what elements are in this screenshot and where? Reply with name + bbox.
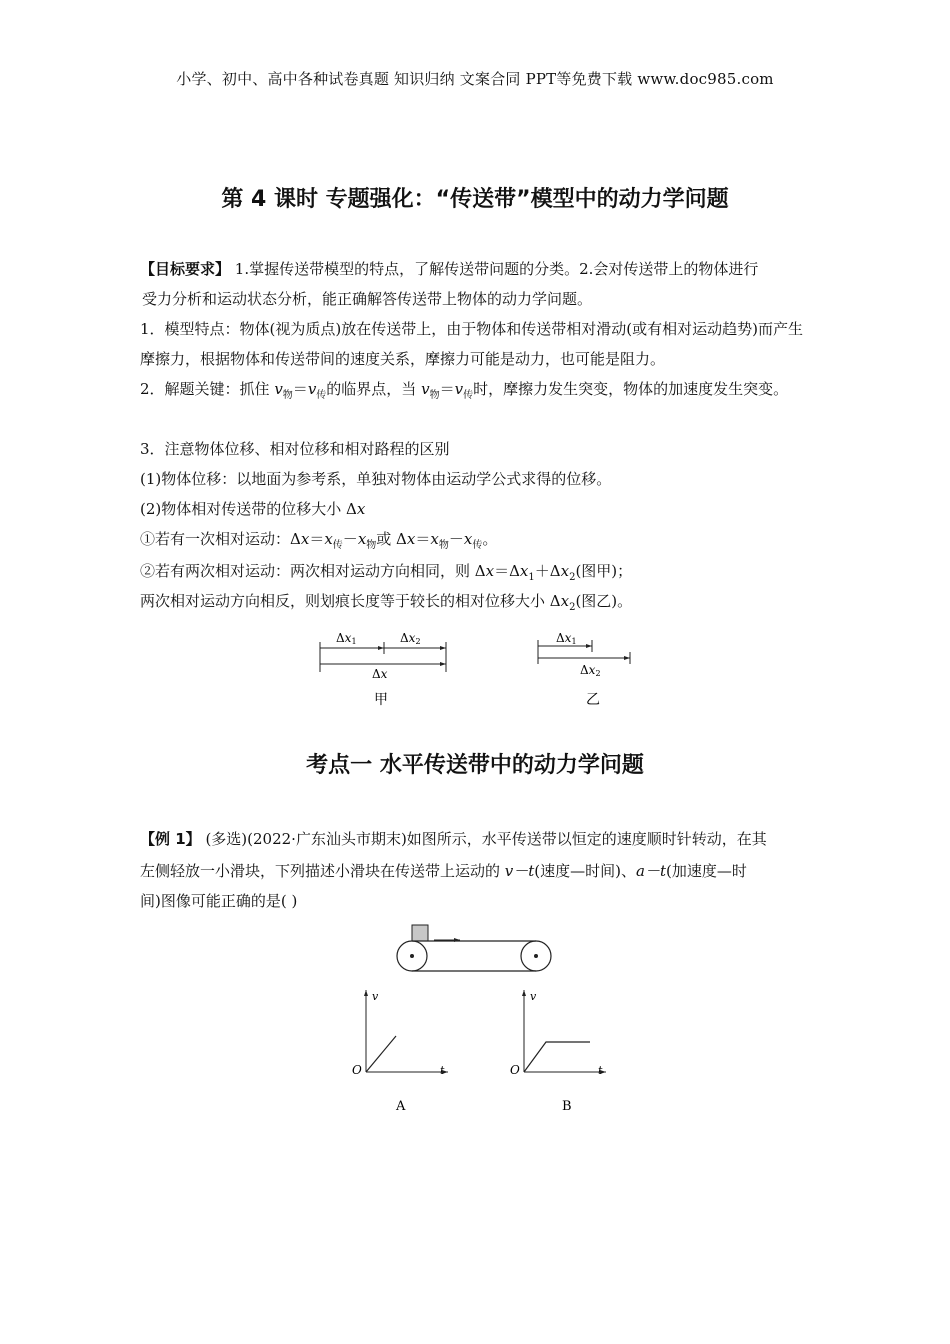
page-header: 小学、初中、高中各种试卷真题 知识归纳 文案合同 PPT等免费下载 www.doc985.com: [176, 70, 774, 88]
goal-line-2: 受力分析和运动状态分析，能正确解答传送带上物体的动力学问题。: [142, 290, 593, 308]
label-yi: 乙: [586, 692, 600, 708]
svg-text:t: t: [440, 1064, 445, 1077]
label-yi-dx1: Δx1: [556, 631, 577, 646]
graph-b-line: [524, 1042, 590, 1072]
example1-line-2: 左侧轻放一小滑块，下列描述小滑块在传送带上运动的 v－t(速度—时间)、a－t(加速度—时: [140, 862, 747, 880]
svg-text:t: t: [598, 1064, 603, 1077]
graph-b-label: B: [562, 1099, 572, 1114]
label-dx: Δx: [372, 667, 388, 681]
paragraph-displacement-note: 3．注意物体位移、相对位移和相对路程的区别: [140, 440, 450, 458]
graph-option-a: [348, 984, 458, 1114]
graph-a-line: [366, 1036, 396, 1072]
diagram-jia: [312, 626, 462, 710]
paragraph-model-features: 1．模型特点：物体(视为质点)放在传送带上，由于物体和传送带相对滑动(或有相对运动趋势)而产生摩擦力，根据物体和传送带间的速度关系，摩擦力可能是动力，也可能是阻力。: [140, 320, 803, 368]
label-dx1: Δx1: [336, 631, 357, 646]
label-dx2: Δx2: [400, 631, 421, 646]
conveyor-belt-figure: [394, 922, 556, 974]
graph-a-label: A: [396, 1099, 406, 1114]
paragraph-opposite-motions: 两次相对运动方向相反，则划痕长度等于较长的相对位移大小 $\Delta x_2$(图乙)。: [140, 592, 633, 613]
svg-text:v: v: [530, 990, 537, 1003]
label-jia: 甲: [374, 692, 388, 708]
svg-text:O: O: [510, 1063, 520, 1077]
example1-line-1: 【例 1】 (多选)(2022·广东汕头市期末)如图所示，水平传送带以恒定的速度顺时针转动，在其: [140, 830, 767, 848]
paragraph-relative-displacement: (2)物体相对传送带的位移大小 Δx: [140, 500, 366, 518]
paragraph-key-points: 2．解题关键：抓住 $v_物=v_传$的临界点，当 $v_物=v_传$时，摩擦力发生突变，物体的加速度发生突变。: [140, 380, 789, 401]
graph-option-b: [506, 984, 616, 1114]
diagram-yi: [528, 626, 648, 710]
svg-text:O: O: [352, 1063, 362, 1077]
goal-label: 【目标要求】: [140, 260, 231, 278]
paragraph-object-displacement: (1)物体位移：以地面为参考系，单独对物体由运动学公式求得的位移。: [140, 470, 612, 488]
slider-block: [412, 925, 428, 941]
paragraph-single-relative-motion: ①若有一次相对运动：$\Delta x=x_传-x_物$或 $\Delta x=x_物-x_传$。: [140, 530, 498, 551]
paragraph-two-relative-motions: ②若有两次相对运动：两次相对运动方向相同，则 $\Delta x=\Delta x_1+\Delta x_2$(图甲)；: [140, 562, 633, 583]
label-yi-dx2: Δx2: [580, 663, 601, 678]
lesson-title: 第 4 课时 专题强化：“传送带”模型中的动力学问题: [221, 187, 729, 212]
section-title-1: 考点一 水平传送带中的动力学问题: [306, 753, 644, 778]
goal-line-1: 【目标要求】 1.掌握传送带模型的特点，了解传送带问题的分类。2.会对传送带上的物体进行: [140, 260, 759, 278]
example1-label: 【例 1】: [140, 830, 201, 848]
svg-text:v: v: [372, 990, 379, 1003]
example1-line-3: 间)图像可能正确的是( ): [140, 892, 298, 910]
